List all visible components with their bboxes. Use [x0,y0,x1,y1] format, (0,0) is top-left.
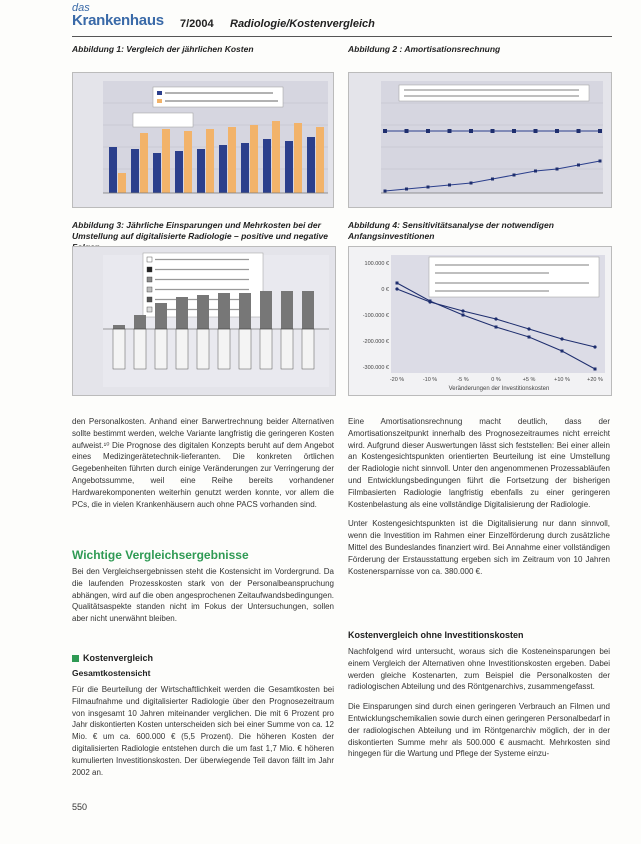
legend [399,85,589,101]
fig3-legend-swatch [147,257,152,262]
left-column-intro [72,416,334,518]
fig3-bar-positive [281,291,293,329]
fig3-bar-positive [155,303,167,329]
article-topic: Radiologie/Kostenvergleich [230,18,375,30]
right-column-intro [348,416,610,585]
fig2-marker [513,174,516,177]
fig2-marker [384,190,387,193]
figure-2-chart [348,72,612,208]
fig2-marker [534,129,538,133]
fig1-bar-orange [250,125,258,193]
fig4-marker [527,327,530,330]
fig2-marker [577,129,581,133]
fig1-bar-orange [162,129,170,193]
paragraph: Für die Beurteilung der Wirtschaftlichkeit werden die Gesamtkosten bei Filmaufnahme und digitalisierter Radiologie über den Prognosezeitraum von insgesamt 10 Jahren miteinander verglichen. Die mit 6 Prozent pro Jahr diskontierten Kosten unterscheiden sich bei einer Summe von ca. 12 Mio. € um ca. 600.000 € (5,5 Prozent). Die höheren Kosten der digitalisierten Radiologie entstehen durch die um fast 1,7 Mio. € höheren kumulierten Investitionskosten. Der überwiegende Teil davon fällt im Jahr 2002 an. [72,685,334,777]
figure-4-plot [349,247,611,395]
fig2-marker [383,129,387,133]
fig3-bar-negative [218,329,230,369]
fig1-bar-orange [206,129,214,193]
figure-4-chart [348,246,612,396]
fig4-marker [528,336,531,339]
fig1-bar-blue [109,147,117,193]
fig3-bar-negative [176,329,188,369]
fig4-marker [561,350,564,353]
fig2-marker [599,160,602,163]
fig3-bar-positive [197,295,209,329]
fig2-marker [426,129,430,133]
section-heading: Wichtige Vergleichsergebnisse [72,548,249,562]
paragraph: Unter Kostengesichtspunkten ist die Digitalisierung nur dann sinnvoll, wenn die Investition im Rahmen einer Einzelförderung durch zusätzliche Mittel des Bundeslandes finanziert wird. Bei Annahme einer vollständigen Förderung der Erstausstattung ergeben sich im Zeitraum von 10 Jahren Kostenersparnisse von ca. 380.000 €. [348,519,610,576]
fig2-marker [598,129,602,133]
fig4-y-tick-label: -100.000 € [362,313,389,319]
fig2-marker [577,164,580,167]
fig4-x-tick-label: +10 % [554,377,570,383]
figure-4-title: Abbildung 4: Sensitivitätsanalyse der notwendigen Anfangsinvestitionen [348,220,554,241]
fig4-marker [429,300,432,303]
fig3-legend-swatch [147,277,152,282]
figure-1-chart [72,72,334,208]
figure-2-plot [349,73,611,207]
fig2-marker [469,129,473,133]
fig4-marker [395,287,398,290]
subheading-gesamtkostensicht: Gesamtkostensicht [72,668,151,678]
fig1-bar-blue [219,145,227,193]
fig3-bar-negative [134,329,146,369]
fig1-bar-blue [175,151,183,193]
fig3-bar-positive [218,293,230,329]
fig2-marker [405,188,408,191]
square-bullet-icon [72,655,79,662]
fig3-bar-positive [239,293,251,329]
logo-prefix: das [72,2,90,14]
fig4-marker [396,282,399,285]
fig4-x-tick-label: 0 % [491,377,501,383]
fig3-bar-positive [260,291,272,329]
fig2-marker [491,178,494,181]
fig3-bar-positive [176,297,188,329]
fig2-marker [470,182,473,185]
figure-4-x-axis-label: Veränderungen der Investitionskosten [448,386,550,392]
fig1-bar-orange [140,133,148,193]
fig1-bar-orange [118,173,126,193]
fig1-bar-orange [316,127,324,193]
paragraph: Bei den Vergleichsergebnissen steht die Kostensicht im Vordergrund. Da die laufenden Prozesskosten stark von der Personalbeanspruchung abhängen, wird auf die oben angesprochenen Zeitaufwandsbedingungen. Qualitätsaspekte standen nicht im Fokus der Untersuchungen, sollen aber nicht unerwähnt bleiben. [72,567,334,624]
fig1-bar-orange [184,131,192,193]
left-column-body [72,684,334,786]
fig2-marker [534,170,537,173]
legend-swatch-blue [157,91,162,95]
fig3-legend-swatch [147,297,152,302]
subheading-kostenvergleich [72,653,153,663]
fig3-bar-positive [134,315,146,329]
fig2-marker [448,129,452,133]
left-column-section [72,566,334,633]
fig2-marker [491,129,495,133]
header-rule [72,36,612,37]
legend-swatch-orange [157,99,162,103]
fig3-bar-negative [197,329,209,369]
fig4-marker [461,309,464,312]
fig2-marker [512,129,516,133]
fig4-y-tick-label: -200.000 € [362,339,389,345]
figure-2-title: Abbildung 2 : Amortisationsrechnung [348,44,501,54]
fig4-x-tick-label: -10 % [422,377,438,383]
fig1-bar-orange [228,127,236,193]
paragraph: Die Einsparungen sind durch einen geringeren Verbrauch an Filmen und Entwicklungschemikalien sowie durch einen geringeren Personalbedarf in der radiologischen Abteilung und im Röntgenarchiv möglich, der in der diskontierten Summe mehr als 500.000 € ausmacht. Mehrkosten sind hingegen für die Wartung und Pflege der Systeme einzu- [348,702,610,759]
page-number: 550 [72,802,88,812]
fig3-bar-negative [239,329,251,369]
fig2-marker [555,129,559,133]
paragraph: den Personalkosten. Anhand einer Barwertrechnung beider Alternativen sollte bestimmt werden, welche Variante langfristig die geringeren Kosten aufweist.¹⁰ Die Prognose des digitalen Konzepts beruht auf dem Angebot eines Medizingerätetechnik-lieferanten. Die konkreten örtlichen Gegebenheiten führten durch einige Veränderungen zur Verringerung der Angebotssumme, weil eine Reihe bereits vorhandener Hardwarekomponenten weiterhin genutzt werden konnte, vor allem die PCs, die in vielen Krankenhäusern auch ohne PACS vorhanden sind. [72,417,334,509]
fig4-marker [560,337,563,340]
fig4-y-tick-label: 100.000 € [364,261,389,267]
fig4-y-tick-label: 0 € [381,287,389,293]
fig1-bar-blue [153,153,161,193]
fig3-legend-swatch [147,307,152,312]
fig4-marker [594,368,597,371]
fig3-legend-swatch [147,287,152,292]
fig1-bar-blue [263,139,271,193]
issue-number: 7/2004 [180,18,214,30]
figure-3-title: Abbildung 3: Jährliche Einsparungen und Mehrkosten bei der Umstellung auf digitalisierte Radiologie – positive und negative [72,220,328,241]
fig1-bar-blue [285,141,293,193]
figure-3-plot [73,247,335,395]
figure-1-title: Abbildung 1: Vergleich der jährlichen Kosten [72,44,254,54]
fig3-bar-positive [302,291,314,329]
subheading-text: Kostenvergleich [83,653,154,663]
annotation-box [133,113,193,127]
fig1-bar-blue [197,149,205,193]
fig4-marker [494,317,497,320]
figure-3-chart [72,246,336,396]
fig4-marker [495,326,498,329]
paragraph: Eine Amortisationsrechnung macht deutlich, dass der Amortisationszeitpunkt innerhalb des Prognosezeitraumes nicht erreicht wird. Aufgrund dieser Auswertungen lässt sich feststellen: Bei einer allein an Kostengesichtspunkten orientierten Beurteilung ist eine Umstellung der Radiologie nicht sinnvoll. Unter den angenommenen Prozessabläufen und Entwicklungsbedingungen führt die Fortsetzung der bisherigen Filmbasierten Radiologie langfristig ebenfalls zu einer geringeren Kostenbelastung als eine vollständige Digitalisierung der Radiologie. [348,417,610,509]
fig2-marker [556,168,559,171]
fig3-bar-negative [281,329,293,369]
fig1-bar-blue [307,137,315,193]
fig4-x-tick-label: -5 % [457,377,469,383]
fig3-legend-swatch [147,267,152,272]
fig3-bar-positive [113,325,125,329]
legend [153,87,283,107]
fig1-bar-blue [241,143,249,193]
fig1-bar-orange [272,121,280,193]
subheading-ohne-investition: Kostenvergleich ohne Investitionskosten [348,630,524,640]
fig3-bar-negative [302,329,314,369]
fig3-bar-negative [113,329,125,369]
fig1-bar-orange [294,123,302,193]
fig4-marker [462,314,465,317]
magazine-logo: Krankenhaus [72,12,164,29]
fig4-marker [593,345,596,348]
right-column-body [348,646,610,768]
figure-1-plot [73,73,333,207]
fig3-bar-negative [155,329,167,369]
fig2-marker [405,129,409,133]
fig1-bar-blue [131,149,139,193]
fig3-bar-negative [260,329,272,369]
fig4-y-tick-label: -300.000 € [362,365,389,371]
fig4-x-tick-label: +20 % [587,377,603,383]
paragraph: Nachfolgend wird untersucht, woraus sich die Kosteneinsparungen bei einem Vergleich der Alternativen ohne Investitionskosten ergeben. Dabei werden gleiche Kostenarten, zum Beispiel die Personalkosten der radiologischen Abteilung und des Röntgenarchivs, zusammengefasst. [348,647,610,692]
fig2-marker [427,186,430,189]
fig4-x-tick-label: -20 % [389,377,405,383]
fig4-x-tick-label: +5 % [522,377,536,383]
fig2-marker [448,184,451,187]
